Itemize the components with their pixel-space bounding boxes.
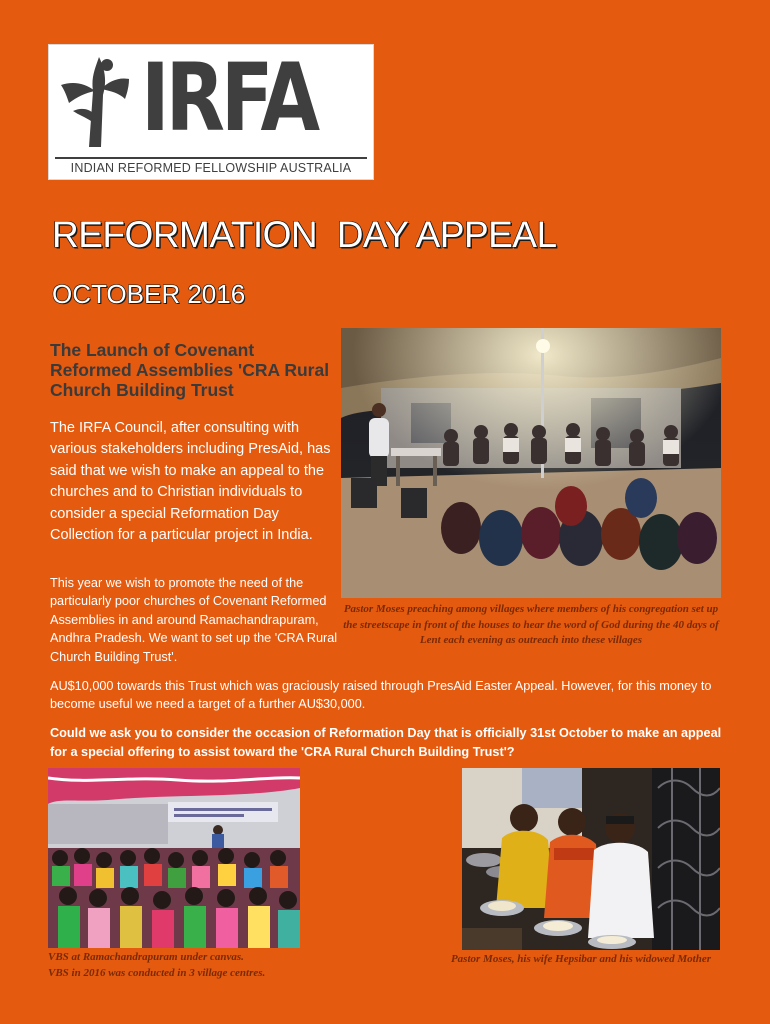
photo-caption-vbs xyxy=(48,950,318,981)
appeal-question: Could we ask you to consider the occasion of Reformation Day that is officially 31st October to make an appeal for a special offering to assist toward the 'CRA Rural Church Building Trust'? xyxy=(50,726,722,759)
logo-wordmark: IRFA xyxy=(141,44,317,153)
cross-figure-icon xyxy=(55,51,135,151)
irfa-logo xyxy=(48,44,374,180)
intro-paragraph: The IRFA Council, after consulting with various stakeholders including PresAid, has said that we wish to make an appeal to the churches and to Christian individuals to consider a special Reformation Day Collection for a particular project in India. xyxy=(50,420,331,544)
section-heading: The Launch of Covenant Reformed Assemblies 'CRA Rural Church Building Trust xyxy=(50,340,330,400)
page-title: REFORMATION DAY APPEAL xyxy=(52,214,557,255)
need-paragraph: This year we wish to promote the need of the particularly poor churches of Covenant Reformed Assemblies in and around Ramachandrapuram, Andhra Pradesh. We want to set up the 'CRA Rural Church Building Trust'. xyxy=(50,576,338,664)
target-paragraph: AU$10,000 towards this Trust which was graciously raised through PresAid Easter Appeal. However, for this money to become useful we need a target of a further AU$30,000. xyxy=(50,679,712,712)
logo-tagline: INDIAN REFORMED FELLOWSHIP AUSTRALIA xyxy=(70,161,352,175)
photo-evening-preaching xyxy=(341,328,721,598)
photo-vbs-canvas xyxy=(48,768,300,948)
logo-divider xyxy=(55,157,367,159)
photo-pastor-family xyxy=(462,768,720,950)
photo-caption-preaching: Pastor Moses preaching among villages where members of his congregation set up the streetscape in front of the houses to hear the word of God during the 40 days of Lent each evening as outreach into these villages xyxy=(343,603,719,646)
photo-caption-family: Pastor Moses, his wife Hepsibar and his widowed Mother xyxy=(450,953,712,965)
photo-caption-vbs-line1: VBS at Ramachandrapuram under canvas. xyxy=(48,951,244,963)
photo-caption-vbs-line2: VBS in 2016 was conducted in 3 village centres. xyxy=(48,966,266,979)
page-subtitle: OCTOBER 2016 xyxy=(52,279,246,309)
